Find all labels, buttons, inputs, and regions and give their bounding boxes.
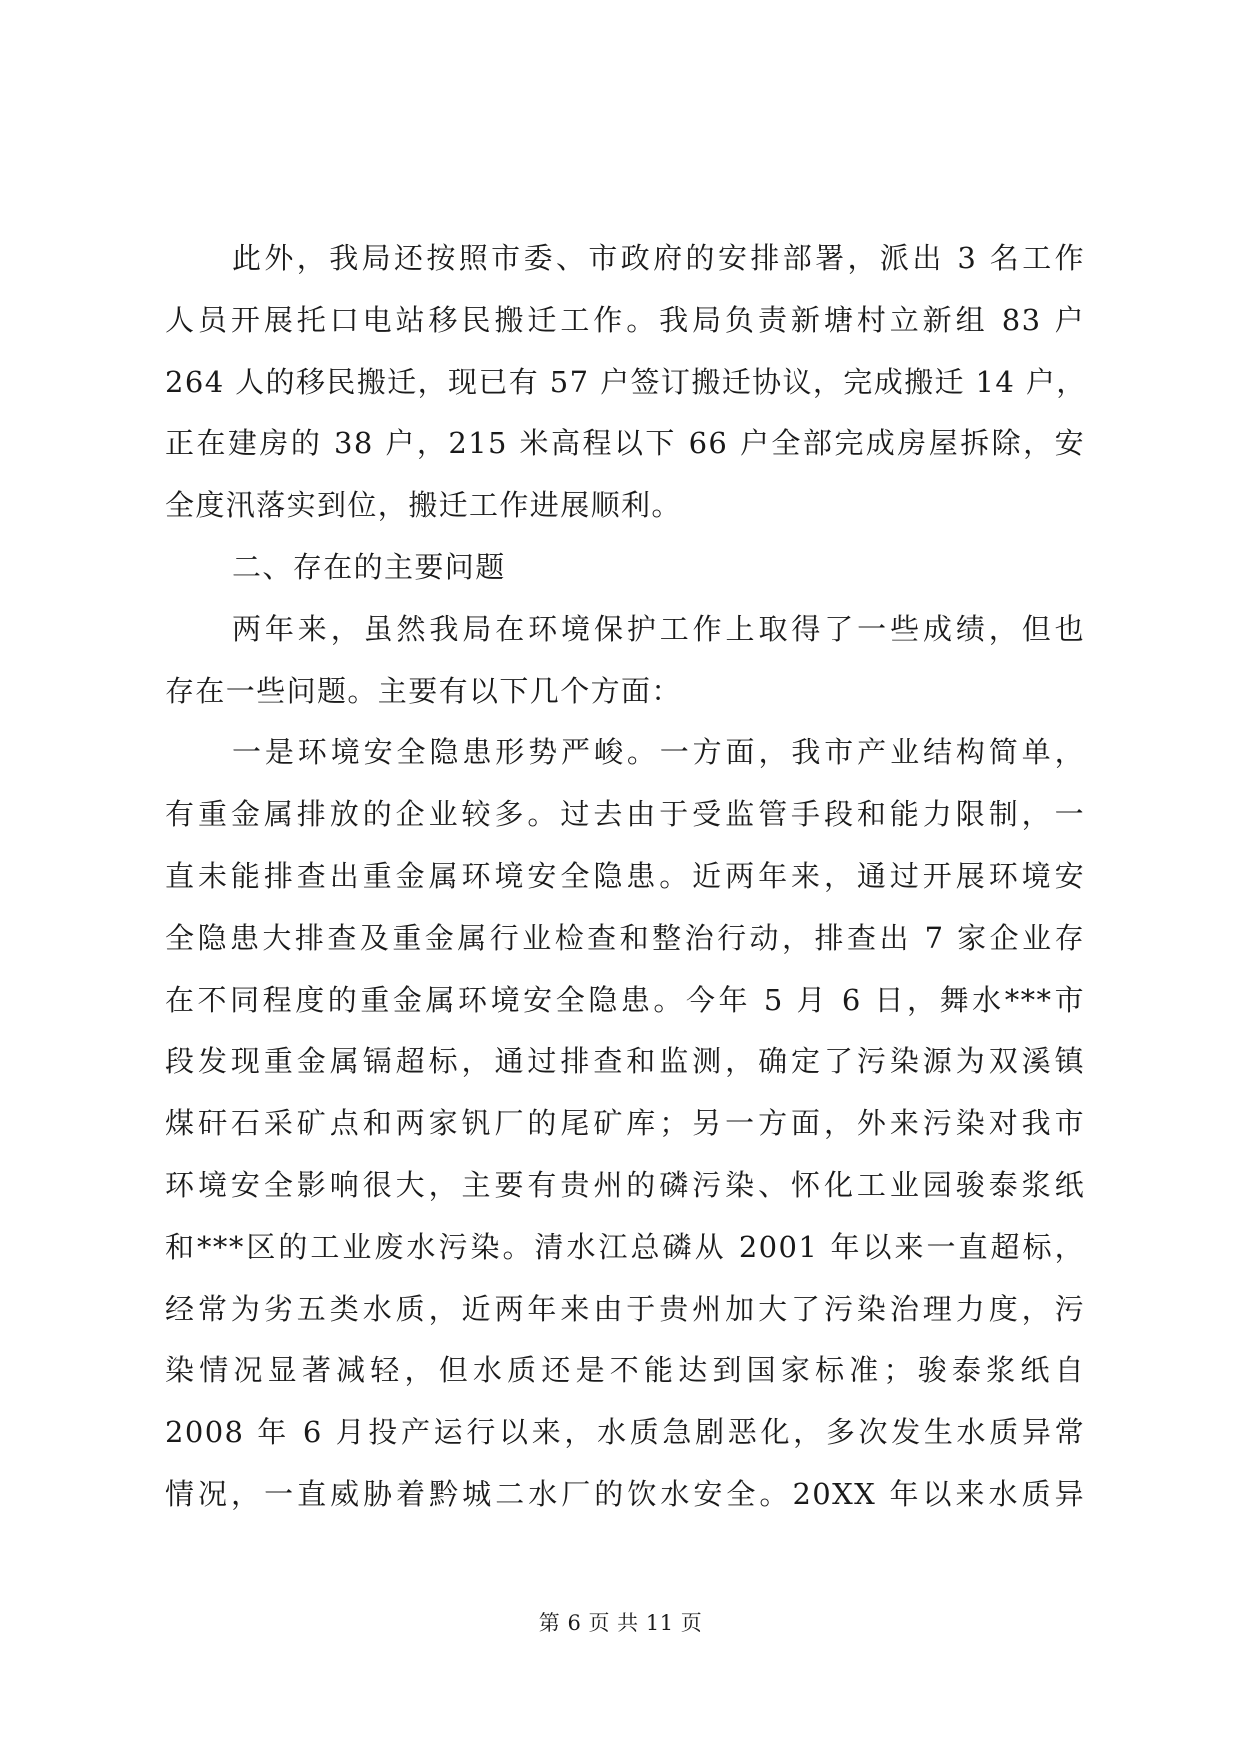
text-line: 和***区的工业废水污染。清水江总磷从 2001 年以来一直超标， xyxy=(165,1229,1085,1264)
text-line: 直未能排查出重金属环境安全隐患。近两年来，通过开展环境安 xyxy=(165,858,1085,893)
text-line: 情况，一直威胁着黔城二水厂的饮水安全。20XX 年以来水质异 xyxy=(165,1476,1085,1511)
text-line: 环境安全影响很大，主要有贵州的磷污染、怀化工业园骏泰浆纸 xyxy=(165,1167,1085,1202)
text-line: 正在建房的 38 户，215 米高程以下 66 户全部完成房屋拆除，安 xyxy=(165,426,1085,461)
text-line: 段发现重金属镉超标，通过排查和监测，确定了污染源为双溪镇 xyxy=(165,1044,1085,1079)
text-line: 存在一些问题。主要有以下几个方面： xyxy=(165,673,682,708)
document-body xyxy=(165,228,1085,1526)
text-line: 264 人的移民搬迁，现已有 57 户签订搬迁协议，完成搬迁 14 户， xyxy=(165,364,1087,399)
text-line: 染情况显著减轻，但水质还是不能达到国家标准；骏泰浆纸自 xyxy=(165,1353,1085,1388)
text-line: 煤矸石采矿点和两家钒厂的尾矿库；另一方面，外来污染对我市 xyxy=(165,1106,1085,1141)
text-line: 一是环境安全隐患形势严峻。一方面，我市产业结构简单， xyxy=(232,735,1085,770)
text-line: 全度汛落实到位，搬迁工作进展顺利。 xyxy=(165,488,682,523)
text-line: 2008 年 6 月投产运行以来，水质急剧恶化，多次发生水质异常 xyxy=(165,1415,1085,1450)
text-line: 人员开展托口电站移民搬迁工作。我局负责新塘村立新组 83 户 xyxy=(165,302,1085,337)
text-line: 在不同程度的重金属环境安全隐患。今年 5 月 6 日，舞水***市 xyxy=(165,982,1085,1017)
text-line: 全隐患大排查及重金属行业检查和整治行动，排查出 7 家企业存 xyxy=(165,920,1085,955)
text-line: 此外，我局还按照市委、市政府的安排部署，派出 3 名工作 xyxy=(232,241,1085,275)
page-number-footer: 第 6 页 共 11 页 xyxy=(538,1611,703,1635)
text-line: 二、存在的主要问题 xyxy=(232,549,506,584)
text-line: 两年来，虽然我局在环境保护工作上取得了一些成绩，但也 xyxy=(232,611,1085,646)
text-line: 经常为劣五类水质，近两年来由于贵州加大了污染治理力度，污 xyxy=(165,1291,1085,1326)
text-line: 有重金属排放的企业较多。过去由于受监管手段和能力限制，一 xyxy=(165,797,1085,832)
